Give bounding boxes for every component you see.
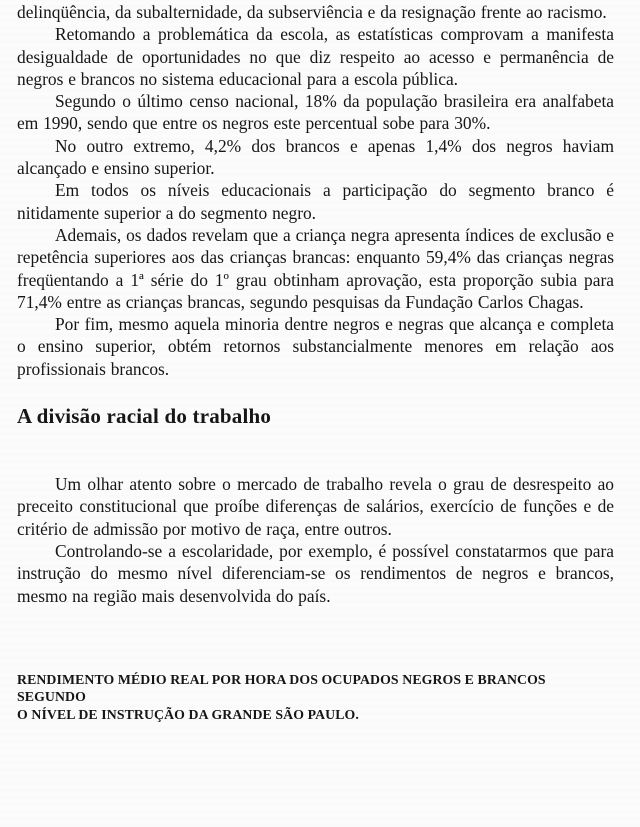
table-caption-line-1: RENDIMENTO MÉDIO REAL POR HORA DOS OCUPADOS NEGROS E BRANCOS SEGUNDO <box>17 671 546 705</box>
section-labor-text <box>17 473 614 607</box>
paragraph-income-differences: Controlando-se a escolaridade, por exemplo, é possível constatarmos que para instrução do mesmo nível diferenciam-se os rendimentos de negros e brancos, mesmo na região mais desenvolvida do país. <box>17 540 614 606</box>
paragraph-labor-market-disrespect: Um olhar atento sobre o mercado de trabalho revela o grau de desrespeito ao preceito constitucional que proíbe diferenças de salários, exercício de funções e de critério de admissão por motivo de raça, entre outros. <box>17 474 614 539</box>
paragraph-higher-education-rates: No outro extremo, 4,2% dos brancos e apenas 1,4% dos negros haviam alcançado e ensino superior. <box>17 135 614 179</box>
paragraph-racism-continuation: delinqüência, da subalternidade, da subserviência e da resignação frente ao racismo. <box>17 2 607 22</box>
section-education-text <box>17 1 614 380</box>
table-caption <box>17 671 614 724</box>
section-heading-racial-division-of-labor: A divisão racial do trabalho <box>17 404 272 429</box>
paragraph-lower-returns: Por fim, mesmo aquela minoria dentre negros e negras que alcança e completa o ensino superior, obtém retornos substancialmente menores em relação aos profissionais brancos. <box>17 314 614 379</box>
paragraph-school-inequality: Retomando a problemática da escola, as estatísticas comprovam a manifesta desigualdade de oportunidades no que diz respeito ao acesso e permanência de negros e brancos no sistema educacional para a escola pública. <box>17 24 614 89</box>
table-caption-line-2: O NÍVEL DE INSTRUÇÃO DA GRANDE SÃO PAULO. <box>17 706 359 722</box>
paragraph-education-levels: Em todos os níveis educacionais a participação do segmento branco é nitidamente superior a do segmento negro. <box>17 180 614 223</box>
paragraph-child-exclusion-data: Ademais, os dados revelam que a criança negra apresenta índices de exclusão e repetência superiores aos das crianças brancas: enquanto 59,4% das crianças negras freqüentando a 1ª série do 1º grau obtinham aprovação, esta proporção subia para 71,4% entre as crianças brancas, segundo pesquisas da Fundação Carlos Chagas. <box>17 224 614 312</box>
paragraph-census-illiteracy: Segundo o último censo nacional, 18% da população brasileira era analfabeta em 1990, sendo que entre os negros este percentual sobe para 30%. <box>17 91 614 134</box>
